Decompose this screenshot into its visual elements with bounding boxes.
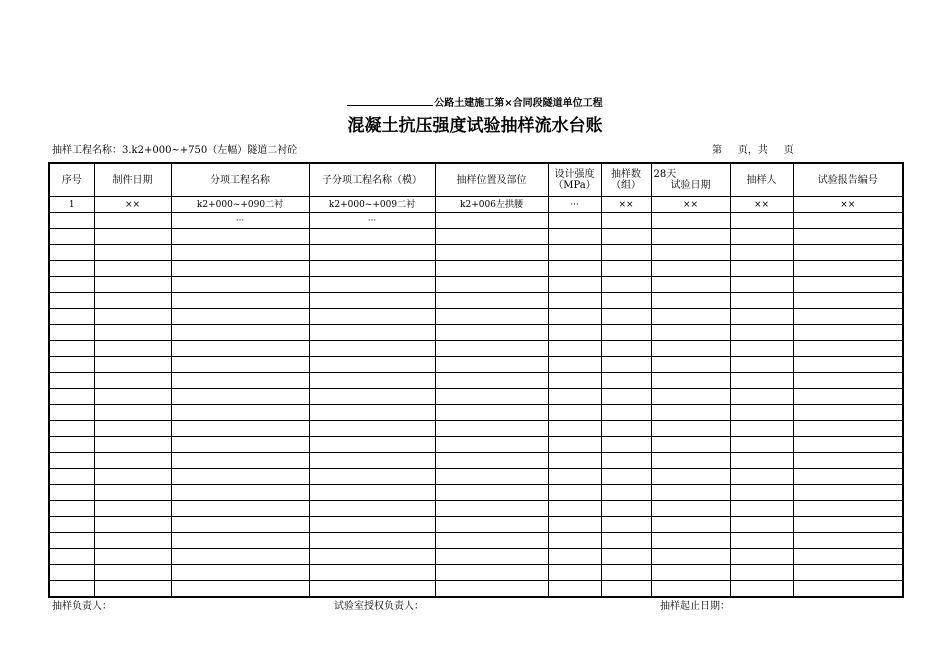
table-cell[interactable] — [730, 309, 793, 325]
table-cell[interactable] — [793, 293, 903, 309]
table-cell[interactable]: k2+006左拱腰 — [435, 197, 548, 213]
table-row — [49, 549, 903, 565]
table-cell[interactable] — [435, 565, 548, 581]
table-cell[interactable] — [309, 389, 435, 405]
table-cell[interactable] — [435, 549, 548, 565]
table-cell[interactable] — [730, 261, 793, 277]
table-cell[interactable] — [793, 325, 903, 341]
table-cell[interactable] — [309, 437, 435, 453]
table-cell[interactable]: ··· — [548, 197, 601, 213]
table-cell[interactable] — [601, 373, 651, 389]
table-row — [49, 357, 903, 373]
table-cell[interactable] — [793, 357, 903, 373]
table-cell[interactable] — [309, 405, 435, 421]
table-cell[interactable] — [651, 309, 730, 325]
table-cell[interactable] — [651, 453, 730, 469]
table-cell[interactable] — [651, 581, 730, 598]
table-cell[interactable] — [49, 501, 94, 517]
table-cell[interactable] — [94, 533, 171, 549]
table-cell[interactable] — [730, 357, 793, 373]
table-row — [49, 453, 903, 469]
table-cell[interactable] — [793, 485, 903, 501]
table-cell[interactable] — [730, 581, 793, 598]
table-cell[interactable] — [793, 405, 903, 421]
table-cell[interactable] — [171, 229, 309, 245]
table-cell[interactable] — [601, 341, 651, 357]
table-cell[interactable] — [730, 565, 793, 581]
table-cell[interactable] — [601, 501, 651, 517]
table-cell[interactable] — [548, 533, 601, 549]
table-cell[interactable] — [548, 501, 601, 517]
table-cell[interactable] — [548, 469, 601, 485]
col-header-sampling-location: 抽样位置及部位 — [435, 163, 548, 197]
table-row — [49, 389, 903, 405]
table-row — [49, 325, 903, 341]
table-cell[interactable] — [548, 245, 601, 261]
table-cell[interactable] — [171, 421, 309, 437]
table-cell[interactable] — [309, 469, 435, 485]
table-cell[interactable] — [793, 581, 903, 598]
table-cell[interactable] — [651, 389, 730, 405]
table-cell[interactable] — [601, 517, 651, 533]
col-header-sample-count: 抽样数（组） — [601, 163, 651, 197]
table-cell[interactable] — [171, 565, 309, 581]
table-cell[interactable] — [49, 581, 94, 598]
table-cell[interactable] — [49, 309, 94, 325]
table-cell[interactable] — [793, 469, 903, 485]
table-cell[interactable] — [94, 229, 171, 245]
table-cell[interactable] — [548, 261, 601, 277]
table-cell[interactable] — [309, 341, 435, 357]
table-cell[interactable] — [309, 325, 435, 341]
page-info: 第 页，共 页 — [712, 145, 794, 156]
col-header-28day-test-date — [651, 163, 730, 197]
table-cell[interactable] — [793, 533, 903, 549]
table-cell[interactable] — [49, 245, 94, 261]
table-cell[interactable] — [548, 277, 601, 293]
table-cell[interactable] — [548, 517, 601, 533]
table-cell[interactable] — [171, 277, 309, 293]
table-cell[interactable] — [601, 453, 651, 469]
table-cell[interactable] — [548, 357, 601, 373]
table-cell[interactable] — [793, 341, 903, 357]
table-row — [49, 277, 903, 293]
table-cell[interactable] — [171, 517, 309, 533]
table-cell[interactable] — [309, 229, 435, 245]
table-cell[interactable] — [49, 533, 94, 549]
table-row — [49, 373, 903, 389]
table-cell[interactable] — [49, 485, 94, 501]
table-cell[interactable] — [435, 373, 548, 389]
table-cell[interactable] — [793, 229, 903, 245]
table-cell[interactable] — [435, 341, 548, 357]
table-cell[interactable] — [171, 533, 309, 549]
table-cell[interactable]: 1 — [49, 197, 94, 213]
table-cell[interactable]: ×× — [651, 197, 730, 213]
table-cell[interactable]: ×× — [601, 197, 651, 213]
col-header-make-date: 制件日期 — [94, 163, 171, 197]
table-cell[interactable] — [309, 261, 435, 277]
table-cell[interactable] — [548, 389, 601, 405]
table-cell[interactable] — [730, 277, 793, 293]
table-cell[interactable] — [435, 389, 548, 405]
table-cell[interactable] — [435, 213, 548, 229]
table-cell[interactable] — [309, 245, 435, 261]
table-cell[interactable]: ··· — [309, 213, 435, 229]
table-cell[interactable] — [94, 325, 171, 341]
table-cell[interactable] — [730, 453, 793, 469]
table-cell[interactable] — [601, 293, 651, 309]
table-cell[interactable] — [601, 469, 651, 485]
table-cell[interactable] — [94, 261, 171, 277]
table-cell[interactable] — [651, 293, 730, 309]
table-cell[interactable] — [601, 245, 651, 261]
table-cell[interactable] — [435, 501, 548, 517]
table-cell[interactable]: k2+000~+009二衬 — [309, 197, 435, 213]
table-cell[interactable] — [435, 277, 548, 293]
project-name-blank[interactable] — [347, 95, 433, 106]
table-cell[interactable] — [730, 501, 793, 517]
table-cell[interactable] — [793, 453, 903, 469]
table-cell[interactable] — [730, 293, 793, 309]
table-cell[interactable] — [601, 357, 651, 373]
table-cell[interactable] — [171, 549, 309, 565]
table-cell[interactable] — [651, 277, 730, 293]
table-cell[interactable] — [309, 293, 435, 309]
table-cell[interactable] — [49, 213, 94, 229]
footer-sampling-date-range: 抽样起止日期： — [660, 601, 730, 612]
table-cell[interactable] — [793, 261, 903, 277]
table-cell[interactable] — [309, 565, 435, 581]
table-cell[interactable] — [601, 485, 651, 501]
table-row — [49, 485, 903, 501]
table-cell[interactable] — [601, 565, 651, 581]
table-cell[interactable] — [601, 533, 651, 549]
table-cell[interactable] — [548, 405, 601, 421]
table-cell[interactable] — [730, 341, 793, 357]
table-cell[interactable] — [730, 245, 793, 261]
table-cell[interactable] — [793, 213, 903, 229]
table-cell[interactable] — [651, 533, 730, 549]
col-header-sub-subitem-project: 子分项工程名称（模） — [309, 163, 435, 197]
table-cell[interactable] — [651, 565, 730, 581]
table-cell[interactable] — [793, 245, 903, 261]
table-cell[interactable] — [435, 261, 548, 277]
table-row — [49, 581, 903, 598]
table-cell[interactable] — [548, 293, 601, 309]
table-cell[interactable]: k2+000~+090二衬 — [171, 197, 309, 213]
table-cell[interactable] — [309, 485, 435, 501]
table-cell[interactable] — [548, 373, 601, 389]
table-cell[interactable] — [601, 581, 651, 598]
table-row — [49, 245, 903, 261]
table-cell[interactable] — [435, 533, 548, 549]
table-cell[interactable] — [435, 485, 548, 501]
table-cell[interactable] — [548, 581, 601, 598]
table-cell[interactable] — [94, 421, 171, 437]
table-cell[interactable] — [730, 229, 793, 245]
table-cell[interactable] — [309, 357, 435, 373]
table-cell[interactable] — [548, 229, 601, 245]
table-cell[interactable] — [435, 293, 548, 309]
table-cell[interactable] — [309, 373, 435, 389]
table-cell[interactable] — [793, 549, 903, 565]
table-cell[interactable] — [548, 453, 601, 469]
table-cell[interactable] — [730, 437, 793, 453]
table-row — [49, 469, 903, 485]
table-cell[interactable] — [309, 501, 435, 517]
table-cell[interactable] — [651, 421, 730, 437]
table-cell[interactable] — [49, 277, 94, 293]
table-cell[interactable] — [49, 421, 94, 437]
table-row — [49, 501, 903, 517]
table-cell[interactable] — [171, 501, 309, 517]
table-cell[interactable] — [730, 469, 793, 485]
col-header-report-number: 试验报告编号 — [793, 163, 903, 197]
table-cell[interactable] — [49, 229, 94, 245]
table-cell[interactable] — [49, 549, 94, 565]
table-cell[interactable] — [651, 373, 730, 389]
col-header-subitem-project: 分项工程名称 — [171, 163, 309, 197]
table-cell[interactable] — [171, 325, 309, 341]
table-cell[interactable] — [793, 309, 903, 325]
table-cell[interactable] — [94, 357, 171, 373]
table-cell[interactable] — [94, 277, 171, 293]
table-cell[interactable] — [793, 501, 903, 517]
table-cell[interactable] — [793, 389, 903, 405]
table-cell[interactable] — [730, 533, 793, 549]
table-cell[interactable] — [548, 421, 601, 437]
table-cell[interactable] — [171, 293, 309, 309]
table-cell[interactable] — [171, 469, 309, 485]
table-cell[interactable] — [435, 357, 548, 373]
table-cell[interactable] — [94, 453, 171, 469]
table-cell[interactable] — [730, 213, 793, 229]
table-cell[interactable] — [171, 405, 309, 421]
table-cell[interactable] — [601, 389, 651, 405]
table-cell[interactable] — [94, 501, 171, 517]
table-row — [49, 341, 903, 357]
table-cell[interactable] — [309, 453, 435, 469]
table-cell[interactable] — [94, 517, 171, 533]
table-cell[interactable] — [793, 277, 903, 293]
table-cell[interactable] — [49, 453, 94, 469]
table-cell[interactable] — [548, 325, 601, 341]
table-row — [49, 405, 903, 421]
table-cell[interactable] — [49, 437, 94, 453]
table-cell[interactable]: ×× — [793, 197, 903, 213]
table-cell[interactable] — [793, 517, 903, 533]
table-cell[interactable] — [730, 325, 793, 341]
table-cell[interactable] — [730, 389, 793, 405]
page-title: 混凝土抗压强度试验抽样流水台账 — [347, 116, 603, 136]
table-cell[interactable] — [309, 549, 435, 565]
sampling-ledger-table — [48, 162, 904, 598]
table-cell[interactable] — [435, 581, 548, 598]
table-cell[interactable] — [171, 485, 309, 501]
table-cell[interactable] — [601, 261, 651, 277]
table-cell[interactable] — [548, 213, 601, 229]
table-cell[interactable] — [793, 437, 903, 453]
table-cell[interactable] — [548, 437, 601, 453]
table-cell[interactable] — [651, 501, 730, 517]
table-cell[interactable] — [171, 341, 309, 357]
table-cell[interactable] — [435, 405, 548, 421]
table-cell[interactable] — [730, 373, 793, 389]
table-cell[interactable] — [435, 469, 548, 485]
table-cell[interactable] — [94, 405, 171, 421]
table-cell[interactable] — [49, 373, 94, 389]
table-cell[interactable] — [548, 309, 601, 325]
table-header-row — [49, 163, 903, 197]
table-cell[interactable] — [309, 517, 435, 533]
table-cell[interactable] — [94, 293, 171, 309]
table-cell[interactable] — [651, 325, 730, 341]
table-cell[interactable] — [651, 229, 730, 245]
table-cell[interactable] — [309, 581, 435, 598]
table-cell[interactable] — [171, 357, 309, 373]
table-row — [49, 293, 903, 309]
sampling-project-name: 抽样工程名称：3.k2+000~+750（左幅）隧道二衬砼 — [52, 145, 298, 156]
table-cell[interactable] — [651, 517, 730, 533]
table-cell[interactable]: ··· — [171, 213, 309, 229]
table-cell[interactable] — [651, 469, 730, 485]
table-cell[interactable] — [309, 421, 435, 437]
table-cell[interactable] — [309, 277, 435, 293]
table-row — [49, 309, 903, 325]
table-cell[interactable] — [49, 341, 94, 357]
table-cell[interactable] — [548, 485, 601, 501]
table-cell[interactable] — [309, 309, 435, 325]
footer-sampling-responsible: 抽样负责人： — [52, 601, 112, 612]
table-cell[interactable] — [601, 325, 651, 341]
table-cell[interactable] — [94, 213, 171, 229]
table-cell[interactable] — [435, 245, 548, 261]
table-cell[interactable] — [94, 565, 171, 581]
table-cell[interactable] — [435, 325, 548, 341]
table-cell[interactable] — [548, 565, 601, 581]
table-cell[interactable] — [171, 581, 309, 598]
table-cell[interactable] — [94, 373, 171, 389]
col-header-sampler: 抽样人 — [730, 163, 793, 197]
table-cell[interactable] — [94, 245, 171, 261]
table-cell[interactable] — [49, 293, 94, 309]
table-cell[interactable] — [651, 437, 730, 453]
table-cell[interactable] — [730, 517, 793, 533]
footer-lab-authorized-person: 试验室授权负责人： — [334, 601, 424, 612]
table-cell[interactable] — [435, 309, 548, 325]
table-row — [49, 533, 903, 549]
table-cell[interactable] — [548, 341, 601, 357]
table-cell[interactable] — [435, 437, 548, 453]
table-cell[interactable] — [793, 373, 903, 389]
table-cell[interactable] — [548, 549, 601, 565]
table-row — [49, 565, 903, 581]
table-row — [49, 517, 903, 533]
table-cell[interactable] — [601, 309, 651, 325]
col-header-index: 序号 — [49, 163, 94, 197]
table-cell[interactable] — [49, 357, 94, 373]
table-cell[interactable] — [601, 229, 651, 245]
table-cell[interactable] — [651, 341, 730, 357]
table-cell[interactable] — [94, 469, 171, 485]
table-cell[interactable] — [730, 405, 793, 421]
table-cell[interactable] — [435, 453, 548, 469]
table-cell[interactable] — [49, 469, 94, 485]
table-row — [49, 229, 903, 245]
table-row — [49, 437, 903, 453]
table-cell[interactable] — [49, 261, 94, 277]
table-cell[interactable] — [94, 437, 171, 453]
table-cell[interactable]: ×× — [730, 197, 793, 213]
table-cell[interactable] — [94, 549, 171, 565]
table-cell[interactable] — [49, 517, 94, 533]
table-cell[interactable] — [94, 485, 171, 501]
project-suffix: 公路土建施工第×合同段隧道单位工程 — [434, 98, 603, 109]
ledger-body — [49, 197, 903, 598]
table-cell[interactable] — [651, 485, 730, 501]
table-cell[interactable] — [49, 325, 94, 341]
table-cell[interactable] — [171, 389, 309, 405]
table-cell[interactable] — [651, 549, 730, 565]
table-cell[interactable] — [309, 533, 435, 549]
table-cell[interactable] — [601, 421, 651, 437]
table-cell[interactable] — [94, 581, 171, 598]
table-cell[interactable] — [435, 229, 548, 245]
table-cell[interactable] — [601, 437, 651, 453]
table-cell[interactable] — [730, 421, 793, 437]
table-cell[interactable] — [171, 309, 309, 325]
table-cell[interactable] — [49, 389, 94, 405]
table-cell[interactable] — [651, 213, 730, 229]
table-cell[interactable] — [94, 341, 171, 357]
table-cell[interactable] — [651, 405, 730, 421]
table-cell[interactable] — [793, 565, 903, 581]
table-cell[interactable] — [651, 245, 730, 261]
table-cell[interactable] — [171, 245, 309, 261]
table-cell[interactable] — [601, 213, 651, 229]
table-cell[interactable] — [171, 261, 309, 277]
col-header-28day-line2: 试验日期 — [670, 180, 711, 191]
col-header-28day-line1: 28天 — [653, 169, 677, 180]
table-row — [49, 421, 903, 437]
table-cell[interactable] — [171, 453, 309, 469]
project-line — [0, 95, 950, 110]
table-cell[interactable] — [601, 549, 651, 565]
table-cell[interactable] — [94, 389, 171, 405]
table-cell[interactable] — [94, 309, 171, 325]
table-cell[interactable] — [49, 565, 94, 581]
table-cell[interactable] — [730, 485, 793, 501]
table-cell[interactable] — [49, 405, 94, 421]
table-row — [49, 213, 903, 229]
table-row — [49, 261, 903, 277]
table-cell[interactable] — [730, 549, 793, 565]
table-cell[interactable] — [171, 373, 309, 389]
table-row — [49, 197, 903, 213]
table-cell[interactable] — [793, 421, 903, 437]
table-cell[interactable] — [435, 517, 548, 533]
table-cell[interactable] — [435, 421, 548, 437]
table-cell[interactable] — [171, 437, 309, 453]
table-cell[interactable] — [601, 405, 651, 421]
col-header-design-strength: 设计强度（MPa） — [548, 163, 601, 197]
table-cell[interactable] — [651, 261, 730, 277]
table-cell[interactable] — [601, 277, 651, 293]
table-cell[interactable]: ×× — [94, 197, 171, 213]
table-cell[interactable] — [651, 357, 730, 373]
